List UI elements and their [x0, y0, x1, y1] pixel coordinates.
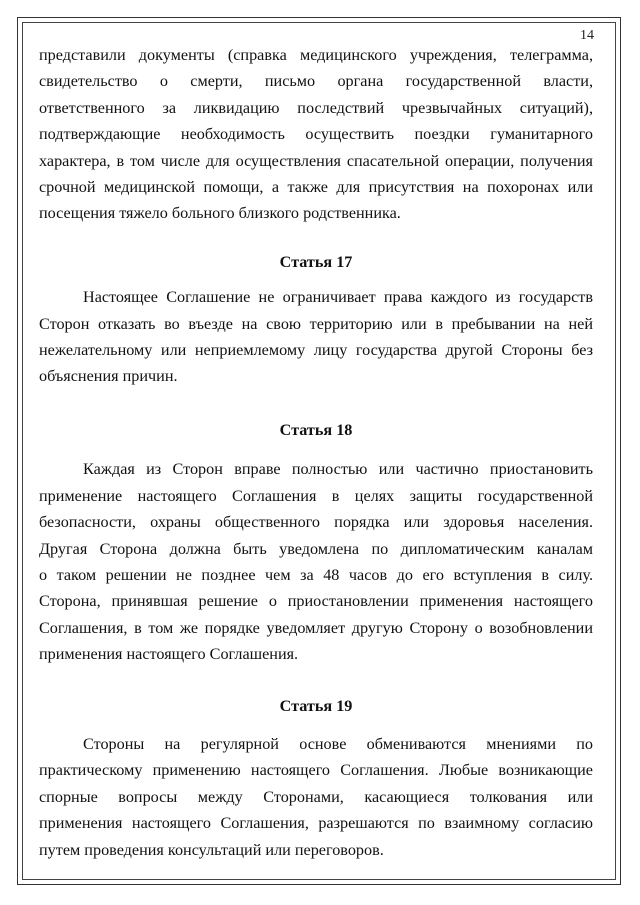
text-line: свидетельство о смерти, письмо органа государственной власти,	[39, 72, 593, 91]
article-19-heading: Статья 19	[279, 696, 353, 715]
text-line: Сторон отказать во въезде на свою территорию или в пребывании на ней	[39, 314, 593, 333]
text-line: безопасности, охраны общественного порядка или здоровья населения.	[39, 513, 593, 532]
text-line: Другая Сторона должна быть уведомлена по дипломатическим каналам	[39, 539, 593, 558]
text-line: срочной медицинской помощи, а также для присутствия на похоронах или	[39, 178, 593, 197]
text-line: применения настоящего Соглашения.	[39, 645, 299, 664]
text-line: Каждая из Сторон вправе полностью или частично приостановить	[83, 460, 593, 479]
text-line: путем проведения консультаций или переговоров.	[39, 840, 384, 859]
article-18-heading: Статья 18	[279, 420, 353, 439]
text-line: Сторона, принявшая решение о приостановлении применения настоящего	[39, 592, 593, 611]
text-line: применение настоящего Соглашения в целях защиты государственной	[39, 486, 593, 505]
article-17-paragraph	[39, 284, 593, 390]
text-line: Соглашения, в том же порядке уведомляет другую Сторону о возобновлении	[39, 618, 593, 637]
text-line: посещения тяжело больного близкого родственника.	[39, 204, 401, 223]
document-body	[39, 42, 593, 863]
text-line: спорные вопросы между Сторонами, касающиеся толкования или	[39, 787, 593, 806]
text-line: практическому применению настоящего Соглашения. Любые возникающие	[39, 761, 593, 780]
page-number: 14	[580, 28, 594, 43]
article-19-paragraph	[39, 731, 593, 863]
text-line: Стороны на регулярной основе обмениваются мнениями по	[83, 734, 593, 753]
text-line: подтверждающие необходимость осуществить поездки гуманитарного	[39, 125, 593, 144]
text-line: Настоящее Соглашение не ограничивает права каждого из государств	[83, 288, 593, 307]
text-line: представили документы (справка медицинского учреждения, телеграмма,	[39, 46, 593, 64]
text-line: о таком решении не позднее чем за 48 часов до его вступления в силу.	[39, 565, 593, 584]
text-line: применения настоящего Соглашения, разрешаются по взаимному согласию	[39, 814, 593, 833]
text-line: ответственного за ликвидацию последствий чрезвычайных ситуаций),	[39, 98, 593, 117]
intro-paragraph	[39, 42, 593, 227]
text-line: объяснения причин.	[39, 367, 178, 386]
article-18-paragraph	[39, 456, 593, 667]
article-17-heading: Статья 17	[279, 252, 353, 271]
text-line: нежелательному или неприемлемому лицу государства другой Стороны без	[39, 341, 593, 360]
text-line: характера, в том числе для осуществления спасательной операции, получения	[39, 151, 593, 170]
